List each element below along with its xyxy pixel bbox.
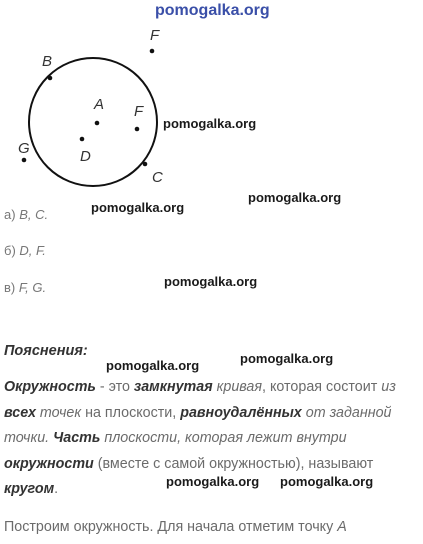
- label-g: G: [18, 140, 30, 157]
- answer-b: б) D, F.: [4, 243, 46, 258]
- answer-c: в) F, G.: [4, 280, 47, 295]
- explanation-paragraph: Окружность - это замкнутая кривая, которая состоит из всех точек на плоскости, равноудалённых от заданной точки. Часть плоскости, которая лежит внутри окружности (вместе с самой окружностью), называют кругом.: [4, 379, 396, 498]
- watermark: pomogalka.org: [240, 351, 334, 366]
- point-c: [143, 162, 148, 167]
- construction-text: Построим окружность. Для начала отметим точку A: [4, 519, 347, 535]
- answer-a: а) B, C.: [4, 207, 49, 222]
- watermark: pomogalka.org: [106, 358, 200, 373]
- watermark: pomogalka.org: [248, 190, 342, 205]
- circle-figure: [0, 0, 423, 210]
- watermark: pomogalka.org: [280, 474, 374, 489]
- point-f-outside: [150, 49, 155, 54]
- point-f-inside: [135, 127, 140, 132]
- watermark: pomogalka.org: [166, 474, 260, 489]
- label-d: D: [80, 148, 91, 165]
- watermark: pomogalka.org: [163, 116, 257, 131]
- point-a: [95, 121, 100, 126]
- point-g: [22, 158, 27, 163]
- watermark: pomogalka.org: [164, 274, 258, 289]
- watermark-top: pomogalka.org: [155, 2, 270, 19]
- watermark: pomogalka.org: [91, 200, 185, 215]
- label-f-outside: F: [150, 27, 160, 44]
- label-f-inside: F: [134, 103, 144, 120]
- label-a: A: [94, 96, 105, 113]
- point-d: [80, 137, 85, 142]
- label-b: B: [42, 53, 53, 70]
- label-c: C: [152, 169, 163, 186]
- explanation-heading: Пояснения:: [4, 343, 88, 359]
- point-b: [48, 76, 53, 81]
